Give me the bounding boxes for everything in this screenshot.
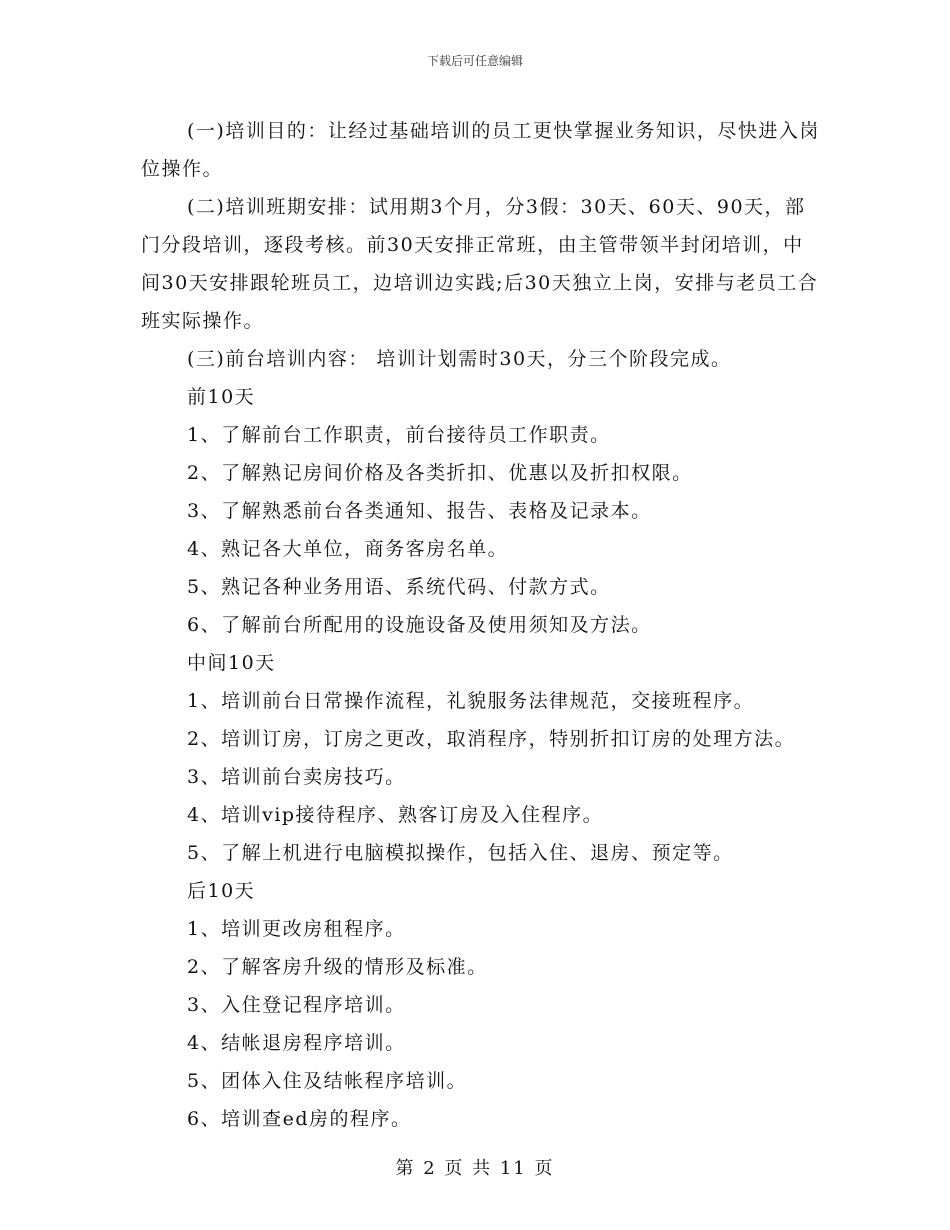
list-item: 5、熟记各种业务用语、系统代码、付款方式。 [187, 576, 611, 598]
list-item: 4、熟记各大单位，商务客房名单。 [187, 538, 509, 560]
list-item: 3、培训前台卖房技巧。 [187, 766, 406, 788]
list-item: 2、了解熟记房间价格及各类折扣、优惠以及折扣权限。 [187, 462, 693, 484]
section-title-middle-10-days: 中间10天 [187, 652, 276, 674]
paragraph-training-content: (三)前台培训内容： 培训计划需时30天，分三个阶段完成。 [187, 348, 732, 370]
list-item: 2、培训订房，订房之更改，取消程序，特别折扣订房的处理方法。 [187, 728, 796, 750]
list-item: 5、团体入住及结帐程序培训。 [187, 1070, 468, 1092]
list-item: 1、培训前台日常操作流程，礼貌服务法律规范，交接班程序。 [187, 690, 755, 712]
list-item: 4、结帐退房程序培训。 [187, 1032, 406, 1054]
page-header: 下载后可任意编辑 [426, 54, 523, 68]
page-number-footer: 第 2 页 共 11 页 [395, 1158, 555, 1179]
paragraph-training-purpose: (一)培训目的：让经过基础培训的员工更快掌握业务知识，尽快进入岗位操作。 [141, 120, 820, 180]
list-item: 1、培训更改房租程序。 [187, 918, 406, 940]
paragraph-training-schedule: (二)培训班期安排：试用期3个月，分3假：30天、60天、90天，部门分段培训，逐段考核。前30天安排正常班，由主管带领半封闭培训，中间30天安排跟轮班员工，边培训边实践;后30天独立上岗，安排与老员工合班实际操作。 [141, 196, 819, 332]
list-item: 5、了解上机进行电脑模拟操作，包括入住、退房、预定等。 [187, 842, 734, 864]
list-item: 1、了解前台工作职责，前台接待员工作职责。 [187, 424, 611, 446]
list-item: 4、培训vip接待程序、熟客订房及入住程序。 [187, 804, 604, 826]
list-item: 6、了解前台所配用的设施设备及使用须知及方法。 [187, 614, 652, 636]
section-title-first-10-days: 前10天 [187, 386, 256, 408]
section-title-last-10-days: 后10天 [187, 880, 256, 902]
list-item: 2、了解客房升级的情形及标准。 [187, 956, 488, 978]
list-item: 3、入住登记程序培训。 [187, 994, 406, 1016]
document-body [141, 112, 821, 1138]
list-item: 3、了解熟悉前台各类通知、报告、表格及记录本。 [187, 500, 652, 522]
list-item: 6、培训查ed房的程序。 [187, 1108, 412, 1130]
